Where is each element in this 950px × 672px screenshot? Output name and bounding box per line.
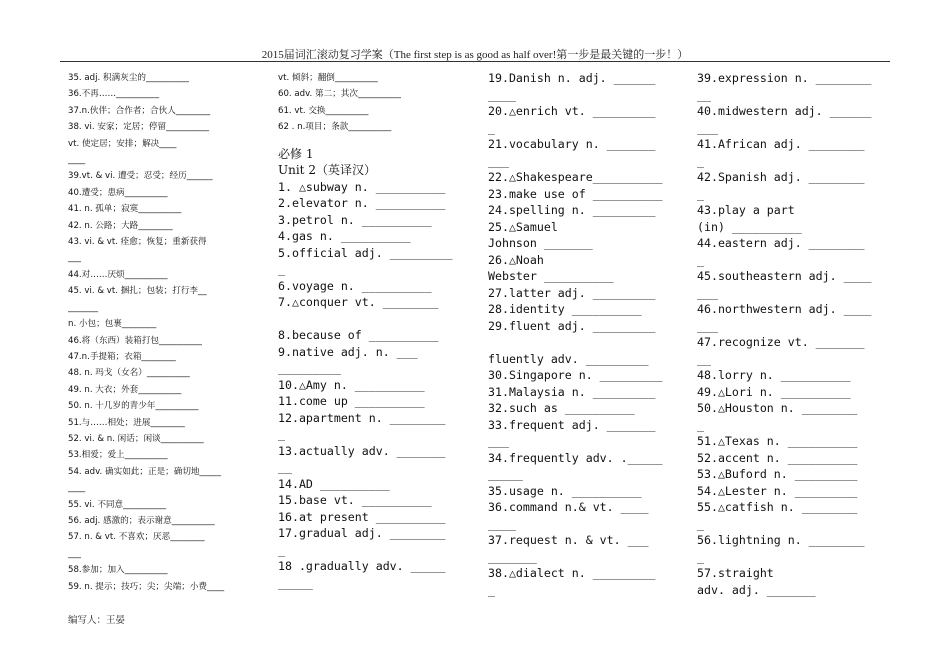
vocab-line: _: [278, 427, 285, 442]
vocab-line: 26.△Noah: [488, 252, 544, 267]
vocab-line: 1. △subway n. __________: [278, 179, 446, 194]
vocab-line: ___: [697, 285, 718, 300]
vocab-line: 34.frequently adv. ._____: [488, 450, 663, 465]
vocab-line: (in) __________: [697, 219, 802, 234]
column-2: [278, 70, 468, 591]
vocab-line: 53.相爱；爱上__________: [68, 450, 168, 461]
vocab-line: 52. vi. & n. 闲话；闲谈__________: [68, 433, 204, 444]
vocab-line: 43. vi. & vt. 痊愈；恢复；重新获得: [68, 237, 207, 248]
vocab-line: 8.because of __________: [278, 328, 439, 343]
vocab-line: 48. n. 玛戈（女名）__________: [68, 368, 190, 379]
vocab-line: 45.southeastern adj. ____: [697, 269, 872, 283]
vocab-line: 36.不再……__________: [68, 89, 160, 100]
vocab-line: [278, 311, 468, 328]
vocab-line: _______: [68, 302, 99, 313]
vocab-line: _: [697, 186, 704, 201]
vocab-line: n. 小包；包裹________: [68, 319, 157, 330]
vocab-line: 42. n. 公路；大路________: [68, 220, 173, 231]
vocab-line: ____: [488, 87, 516, 102]
vocab-line: 39.vt. & vi. 遭受；忍受；经历______: [68, 171, 213, 182]
vocab-line: 23.make use of __________: [488, 186, 663, 201]
vocab-line: 22.△Shakespeare__________: [488, 170, 663, 184]
vocab-line: ___: [697, 120, 718, 135]
vocab-line: 44.eastern adj. ________: [697, 236, 865, 250]
vocab-line: ____: [68, 483, 86, 494]
vocab-line: Webster __________: [488, 269, 614, 283]
column-3: [488, 70, 674, 598]
vocab-line: _____: [278, 575, 313, 590]
vocab-line: [488, 334, 674, 351]
vocab-line: 16.at present __________: [278, 509, 446, 524]
spacer: [278, 136, 468, 146]
unit-title: Unit 2（英译汉）: [278, 163, 376, 178]
vocab-line: _: [697, 516, 704, 531]
vocab-line: 9.native adj. n. ___: [278, 344, 418, 359]
vocab-line: __: [697, 351, 711, 366]
vocab-line: 46.northwestern adj. ____: [697, 302, 872, 316]
page-footer: 编写人：王晏: [68, 615, 126, 626]
vocab-line: 47.recognize vt. _______: [697, 335, 865, 349]
vocab-line: 19.Danish n. adj. ______: [488, 71, 656, 85]
vocab-line: _: [488, 582, 495, 597]
vocab-line: 62 . n.项目；条款__________: [278, 122, 392, 133]
vocab-line: 58.参加；加入__________: [68, 565, 168, 576]
vocab-line: _: [278, 542, 285, 557]
vocab-line: 61. vt. 交换__________: [278, 105, 369, 116]
vocab-line: 56. adj. 感激的；表示谢意__________: [68, 515, 215, 526]
vocab-line: 32.such as __________: [488, 401, 635, 415]
vocab-line: 53.△Buford n. _________: [697, 467, 858, 481]
vocab-line: 46.将（东西）装箱打包__________: [68, 335, 202, 346]
vocab-line: _: [278, 262, 285, 277]
vocab-line: ___: [68, 253, 81, 264]
header-rule: [60, 61, 890, 62]
vocab-line: 5.official adj. _________: [278, 245, 453, 260]
vocab-line: _________: [278, 361, 341, 376]
vocab-line: 35. adj. 积满灰尘的__________: [68, 73, 189, 83]
vocab-line: 57.straight: [697, 566, 774, 580]
vocab-line: 20.△enrich vt. _________: [488, 104, 656, 118]
vocab-line: 31.Malaysia n. _________: [488, 384, 656, 399]
vocab-line: 11.come up __________: [278, 394, 425, 409]
vocab-line: ___: [488, 434, 509, 448]
vocab-line: 14.AD __________: [278, 476, 390, 491]
vocab-line: 30.Singapore n. _________: [488, 368, 663, 382]
vocab-line: ___: [697, 318, 718, 333]
column-2-intro: [278, 70, 468, 136]
vocab-line: 59. n. 提示；技巧；尖；尖端；小费____: [68, 581, 225, 592]
vocab-line: fluently adv. _________: [488, 351, 649, 366]
vocab-line: 37.n.伙伴；合作者；合伙人________: [68, 105, 211, 116]
vocab-line: 49. n. 大衣；外套__________: [68, 384, 182, 395]
vocab-line: Johnson _______: [488, 236, 593, 250]
vocab-line: 17.gradual adj. ________: [278, 526, 446, 541]
vocab-line: 54. adv. 确实如此；正是；确切地_____: [68, 466, 222, 477]
vocab-line: 44.对……厌烦__________: [68, 269, 168, 280]
vocab-line: 51.与……相处；进展________: [68, 417, 185, 428]
vocab-line: 28.identity __________: [488, 302, 642, 316]
vocab-line: 18 .gradually adv. _____: [278, 559, 446, 574]
vocab-line: ___: [488, 153, 509, 168]
vocab-line: 55. vi. 不同意__________: [68, 499, 167, 510]
vocab-line: 49.△Lori n. __________: [697, 384, 851, 399]
vocab-line: ____: [488, 516, 516, 531]
vocab-line: ___: [68, 548, 81, 559]
module-title: 必修 1: [278, 146, 314, 161]
vocab-line: 12.apartment n. ________: [278, 410, 446, 425]
vocab-line: 60. adv. 第二；其次__________: [278, 89, 401, 100]
vocab-line: _: [697, 252, 704, 267]
vocab-line: 45. vi. & vt. 捆扎；包装；打行李__: [68, 286, 207, 297]
vocab-line: vt. 倾斜；翻倒__________: [278, 73, 378, 83]
vocab-line: 50.△Houston n. ________: [697, 401, 858, 415]
vocab-line: 48.lorry n. __________: [697, 368, 851, 382]
vocab-line: 24.spelling n. _________: [488, 203, 656, 217]
vocab-line: 29.fluent adj. _________: [488, 318, 656, 333]
vocab-line: 54.△Lester n. _________: [697, 483, 858, 498]
column-2-vocab: [278, 179, 468, 592]
vocab-line: 25.△Samuel: [488, 219, 558, 234]
vocab-line: 13.actually adv. _______: [278, 443, 446, 458]
vocab-line: 55.△catfish n. ________: [697, 500, 858, 514]
vocab-line: _____: [488, 467, 523, 481]
vocab-line: 41. n. 孤单；寂寞__________: [68, 204, 182, 215]
vocab-line: ____: [68, 155, 86, 166]
vocab-line: 2.elevator n. __________: [278, 196, 446, 211]
vocab-line: 50. n. 十几岁的青少年__________: [68, 401, 199, 412]
vocab-line: 42.Spanish adj. ________: [697, 170, 865, 184]
vocab-line: _: [697, 153, 704, 168]
column-1: [68, 70, 268, 595]
vocab-line: vt. 使定居；安排；解决____: [68, 138, 177, 149]
vocab-line: _: [488, 120, 495, 135]
vocab-line: adv. adj. _______: [697, 582, 816, 597]
vocab-line: 37.request n. & vt. ___: [488, 533, 649, 547]
vocab-line: 27.latter adj. _________: [488, 285, 656, 300]
vocab-line: __: [697, 87, 711, 102]
vocab-line: 56.lightning n. ________: [697, 533, 865, 547]
vocab-line: _: [697, 417, 704, 432]
vocab-line: 47.n.手提箱；衣箱________: [68, 351, 176, 362]
vocab-line: 38. vi. 安家；定居；停留__________: [68, 122, 210, 133]
vocab-line: 57. n. & vt. 不喜欢；厌恶________: [68, 532, 205, 543]
vocab-line: 43.play a part: [697, 203, 795, 217]
vocab-line: 7.△conquer vt. ________: [278, 295, 439, 310]
vocab-line: 33.frequent adj. _______: [488, 417, 656, 432]
vocab-line: __: [278, 460, 292, 475]
vocab-line: 3.petrol n. __________: [278, 212, 432, 227]
vocab-line: 21.vocabulary n. _______: [488, 137, 656, 151]
vocab-line: 40.midwestern adj. ______: [697, 104, 872, 118]
vocab-line: 38.△dialect n. _________: [488, 566, 656, 580]
vocab-line: 51.△Texas n. __________: [697, 434, 858, 448]
vocab-line: 41.African adj. ________: [697, 137, 865, 151]
vocab-line: 52.accent n. __________: [697, 450, 858, 465]
vocab-line: 6.voyage n. __________: [278, 278, 432, 293]
vocab-line: 40.遭受；患病__________: [68, 187, 168, 198]
vocab-line: _______: [488, 549, 537, 564]
vocab-line: 35.usage n. __________: [488, 483, 642, 498]
vocab-line: 10.△Amy n. __________: [278, 377, 425, 392]
vocab-line: 4.gas n. __________: [278, 229, 411, 244]
vocab-line: _: [697, 549, 704, 564]
vocab-line: 36.command n.& vt. ____: [488, 500, 649, 514]
page-header: 2015届词汇滚动复习学案（The first step is as good as half over!第一步是最关键的一步！）: [261, 49, 689, 61]
column-4: [697, 70, 883, 598]
vocab-line: 15.base vt. __________: [278, 493, 432, 508]
vocab-line: 39.expression n. ________: [697, 71, 872, 85]
